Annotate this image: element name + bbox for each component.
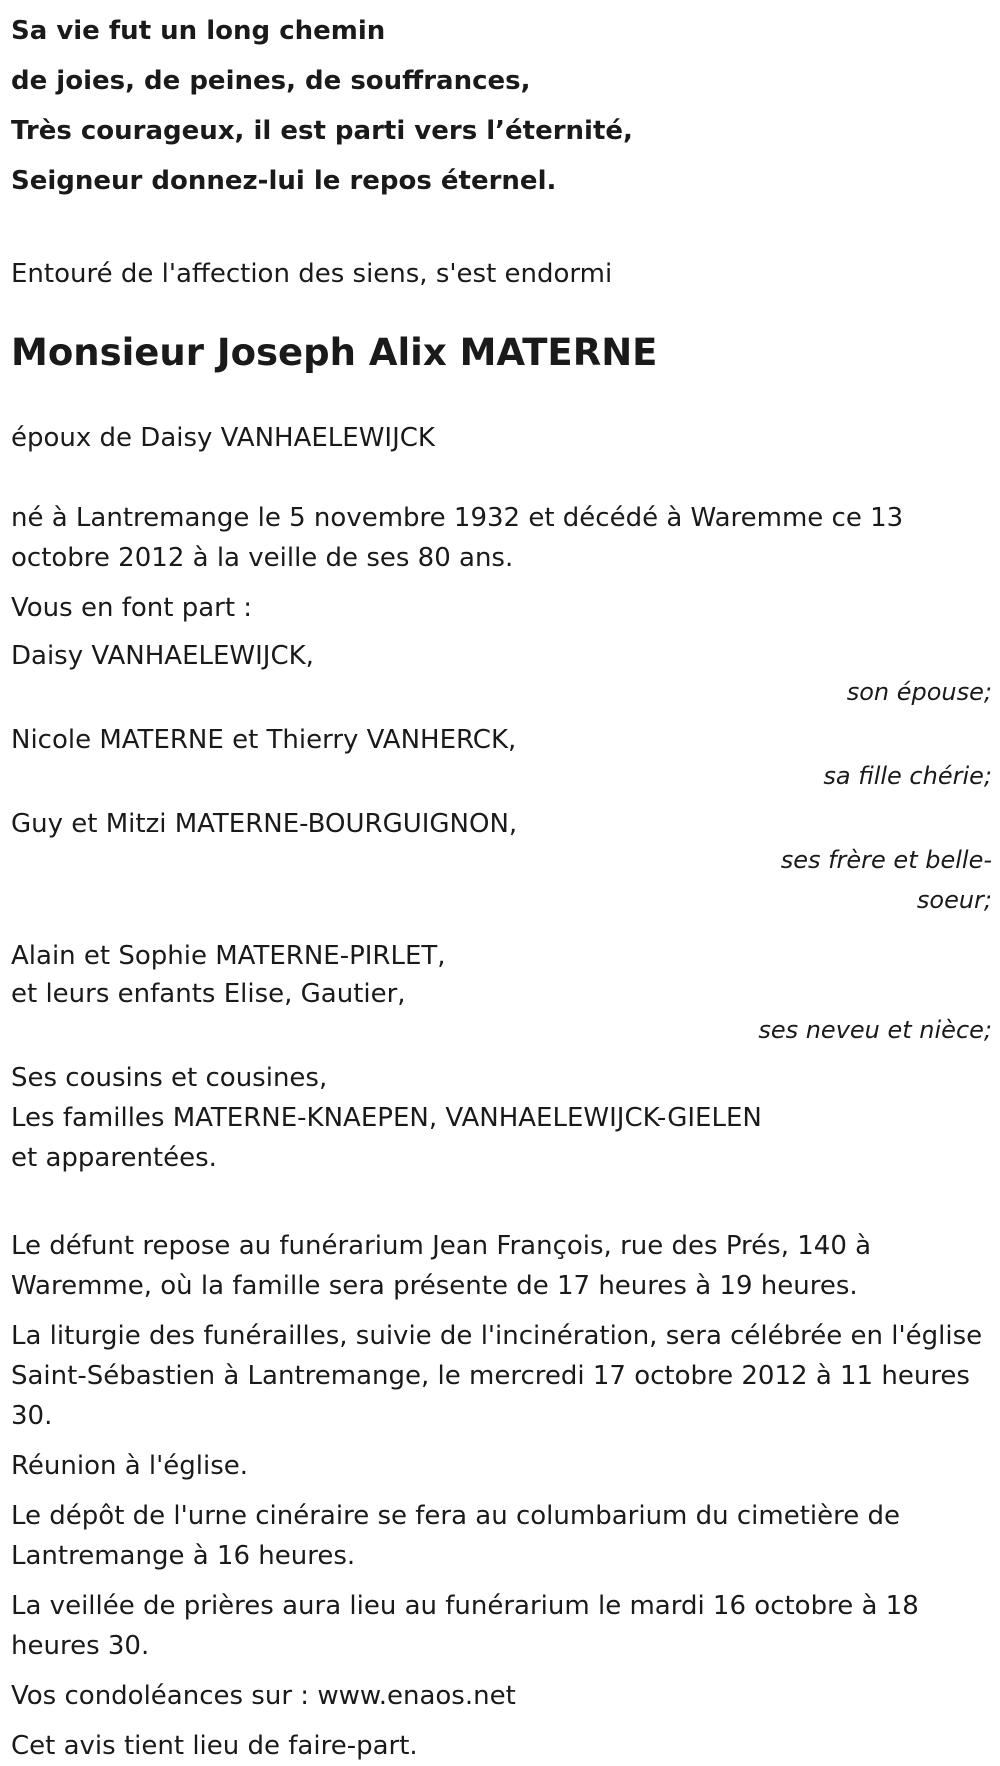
family-names: Nicole MATERNE et Thierry VANHERCK,	[11, 725, 517, 755]
funeral-line: Saint-Sébastien à Lantremange, le mercredi 17 octobre 2012 à 11 heures	[11, 1361, 970, 1391]
poem-line: Seigneur donnez-lui le repos éternel.	[11, 166, 557, 196]
family-names: Guy et Mitzi MATERNE-BOURGUIGNON,	[11, 809, 518, 839]
funeral-paragraph	[11, 1316, 992, 1436]
funeral-line: La veillée de prières aura lieu au funérarium le mardi 16 octobre à 18	[11, 1591, 919, 1621]
poem-line: Très courageux, il est parti vers l’éternité,	[11, 116, 633, 146]
family-relation: ses neveu et nièce;	[758, 1016, 992, 1044]
funeral-line: Le dépôt de l'urne cinéraire se fera au columbarium du cimetière de	[11, 1501, 901, 1531]
other-relatives-line: et apparentées.	[11, 1143, 217, 1173]
funeral-paragraph	[11, 1446, 992, 1486]
birth-line: né à Lantremange le 5 novembre 1932 et décédé à Waremme ce 13	[11, 503, 904, 533]
family-relation: soeur;	[916, 886, 992, 914]
funeral-line: Lantremange à 16 heures.	[11, 1541, 356, 1571]
birth-line: octobre 2012 à la veille de ses 80 ans.	[11, 543, 514, 573]
family-names: Alain et Sophie MATERNE-PIRLET,	[11, 941, 446, 971]
condolences-line: Vos condoléances sur : www.enaos.net	[11, 1681, 516, 1711]
family-member	[11, 936, 992, 1050]
funeral-line: 30.	[11, 1401, 53, 1431]
other-relatives	[11, 1058, 992, 1178]
funeral-line: Le défunt repose au funérarium Jean François, rue des Prés, 140 à	[11, 1231, 872, 1261]
deceased-name: Monsieur Joseph Alix MATERNE	[11, 331, 658, 374]
funeral-paragraph	[11, 1586, 992, 1666]
other-relatives-line: Les familles MATERNE-KNAEPEN, VANHAELEWIJCK-GIELEN	[11, 1103, 762, 1133]
other-relatives-line: Ses cousins et cousines,	[11, 1063, 328, 1093]
spouse-line: époux de Daisy VANHAELEWIJCK	[11, 423, 435, 453]
family-names: et leurs enfants Elise, Gautier,	[11, 979, 406, 1009]
family-names: Daisy VANHAELEWIJCK,	[11, 641, 314, 671]
family-relation: son épouse;	[846, 678, 992, 706]
family-relation: ses frère et belle-	[780, 846, 992, 874]
poem-line: Sa vie fut un long chemin	[11, 16, 386, 46]
funeral-paragraph	[11, 1496, 992, 1576]
intro-text: Entouré de l'affection des siens, s'est endormi	[11, 259, 613, 289]
funeral-line: Waremme, où la famille sera présente de 17 heures à 19 heures.	[11, 1271, 858, 1301]
birth-death-paragraph	[11, 498, 992, 578]
funeral-line: La liturgie des funérailles, suivie de l'incinération, sera célébrée en l'église	[11, 1321, 983, 1351]
family-member	[11, 636, 992, 712]
family-relation: sa fille chérie;	[823, 762, 992, 790]
poem	[11, 0, 992, 206]
funeral-paragraph	[11, 1226, 992, 1306]
funeral-line: Réunion à l'église.	[11, 1451, 249, 1481]
closing-paragraph	[11, 1726, 992, 1766]
obituary-document	[11, 0, 992, 1766]
announce-text: Vous en font part :	[11, 593, 253, 623]
poem-line: de joies, de peines, de souffrances,	[11, 66, 531, 96]
family-member	[11, 720, 992, 796]
family-member	[11, 804, 992, 920]
funeral-line: heures 30.	[11, 1631, 150, 1661]
closing-line: Cet avis tient lieu de faire-part.	[11, 1731, 418, 1761]
condolences-paragraph	[11, 1676, 992, 1716]
